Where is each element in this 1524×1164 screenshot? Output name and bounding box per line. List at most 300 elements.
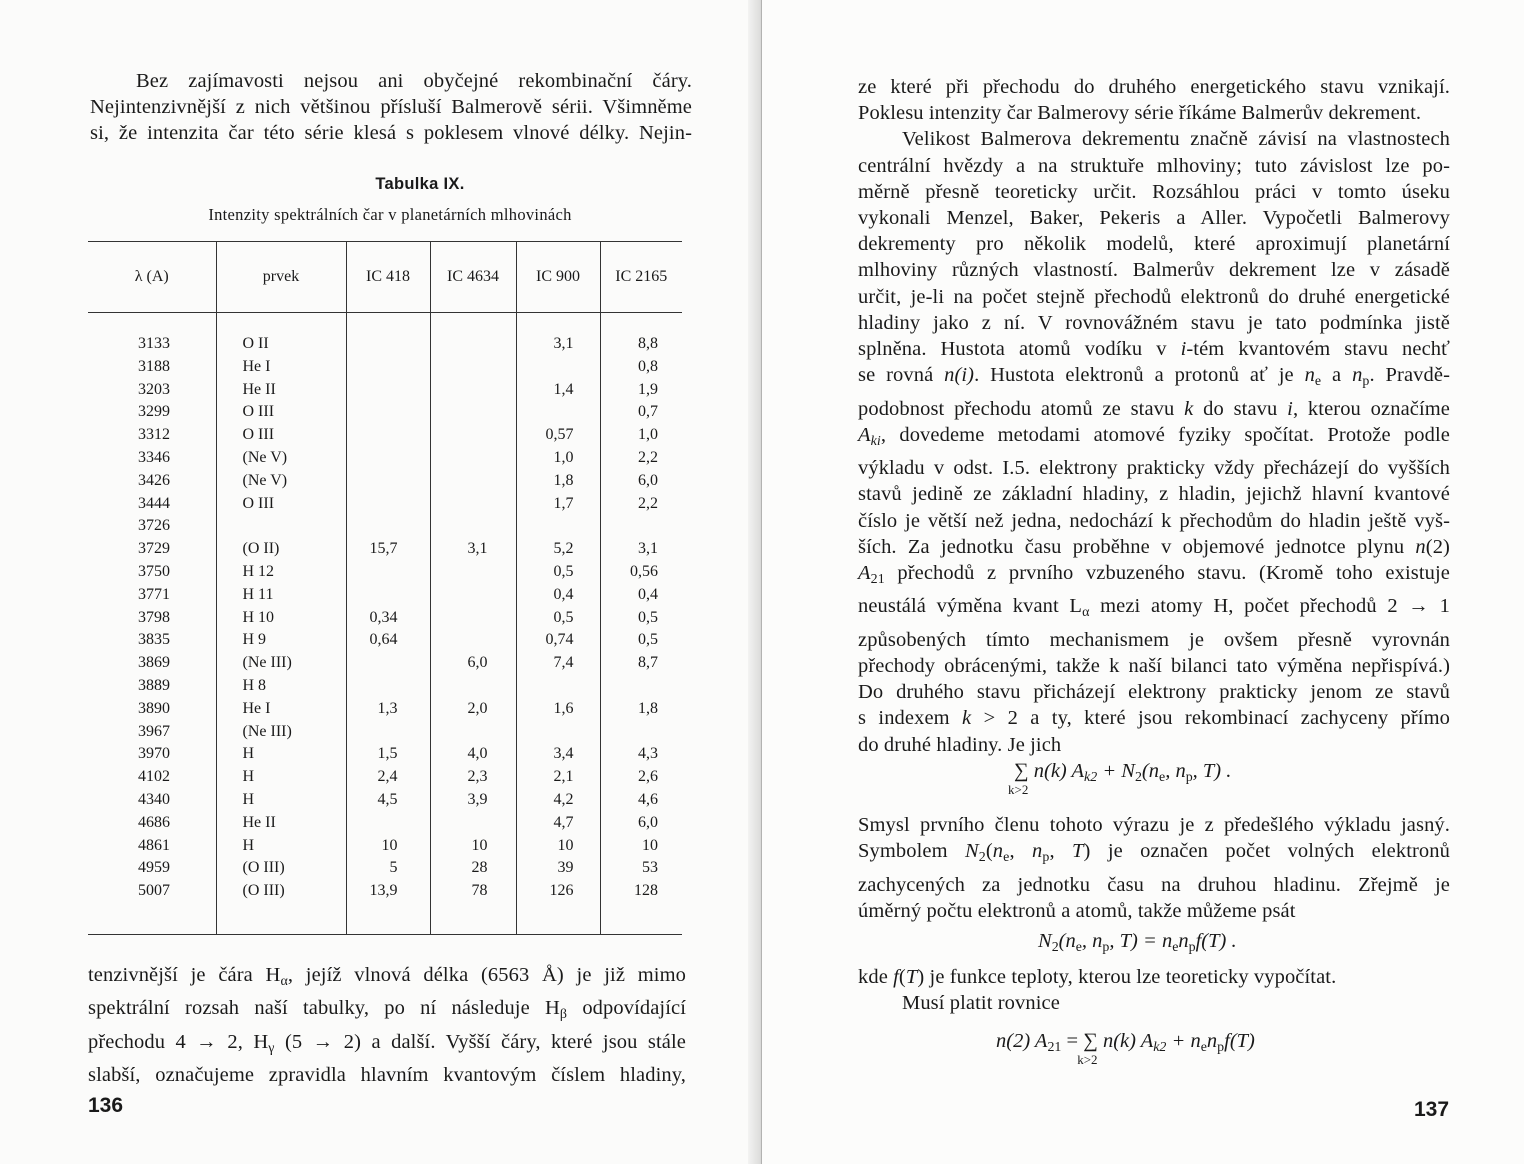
text-line: stavů jedině ze základní hladiny, z hladin, jejichž hlavní kvantové bbox=[858, 483, 1450, 506]
table-cell-ic4634 bbox=[431, 447, 516, 470]
table-cell-ic418 bbox=[347, 401, 430, 424]
header-ic4634: IC 4634 bbox=[430, 242, 516, 313]
math-symbol: n bbox=[1032, 840, 1043, 863]
table-cell-ic2165: 0,5 bbox=[638, 608, 658, 626]
formula-term: , n bbox=[1081, 930, 1103, 952]
table-cell-element: H bbox=[242, 790, 255, 808]
text-line: ze které při přechodu do druhého energetického stavu vznikají. bbox=[858, 76, 1450, 98]
text-line: přechody obrácenými, takže k naší bilanci tato výměna nepřispívá.) bbox=[858, 654, 1450, 677]
table-cell-ic900 bbox=[517, 675, 600, 698]
table-cell-element: (Ne III) bbox=[242, 654, 292, 672]
subscript: α bbox=[1082, 605, 1090, 621]
formula-term: N bbox=[1038, 930, 1052, 952]
text-line bbox=[88, 995, 686, 1028]
subscript: p bbox=[1188, 940, 1196, 956]
table-cell-lambda: 3299 bbox=[138, 403, 170, 421]
table-cell-ic2165: 0,4 bbox=[638, 585, 658, 603]
math-symbol: T bbox=[1072, 840, 1084, 863]
sum-sign: ∑ bbox=[1083, 1030, 1098, 1052]
table-cell-ic418 bbox=[347, 493, 430, 516]
text-fragment: ) bbox=[917, 966, 925, 988]
table-cell-element: He II bbox=[242, 380, 276, 398]
table-cell-ic418 bbox=[347, 561, 430, 584]
column-ic418 bbox=[346, 313, 430, 935]
text-fragment: a bbox=[1321, 364, 1353, 387]
table-cell-element: (O III) bbox=[242, 859, 285, 877]
text-fragment: je funkce teploty, kterou lze teoreticky vypočítat. bbox=[924, 966, 1337, 988]
math-symbol: T bbox=[905, 966, 918, 988]
subscript: e bbox=[1075, 940, 1082, 956]
table-cell-element: (Ne III) bbox=[242, 722, 292, 740]
text-line bbox=[858, 534, 1450, 560]
table-cell-ic418 bbox=[347, 356, 430, 379]
table-cell-ic900 bbox=[517, 401, 600, 424]
text-line bbox=[858, 396, 1450, 422]
table-cell-lambda: 3889 bbox=[138, 676, 170, 694]
table-cell-element: He I bbox=[242, 357, 271, 375]
table-cell-ic4634: 6,0 bbox=[467, 654, 488, 672]
column-ic2165 bbox=[600, 313, 682, 935]
text-line: Nejintenzivnější z nich většinou přísluší Balmerově sérii. Všimněme bbox=[90, 96, 692, 119]
formula-term: f(T) bbox=[1224, 1030, 1255, 1052]
table-cell-element: O III bbox=[242, 403, 275, 421]
table-cell-ic4634 bbox=[431, 629, 516, 652]
subscript: 2 bbox=[978, 850, 986, 866]
subscript: e bbox=[1172, 940, 1179, 956]
table-cell-ic2165: 3,1 bbox=[638, 540, 658, 558]
table-cell-ic900: 4,7 bbox=[553, 813, 574, 831]
table-cell-lambda: 3312 bbox=[138, 426, 170, 444]
header-element: prvek bbox=[216, 242, 346, 313]
formula-term: n(k) A bbox=[1097, 1030, 1154, 1052]
sum-limit: k>2 bbox=[1008, 782, 1029, 797]
text-line bbox=[858, 362, 1450, 395]
text-fragment: ( bbox=[898, 966, 906, 988]
text-fragment: s indexem bbox=[858, 707, 963, 730]
text-fragment: > 2 a ty, které jsou rekombinací zachyceny přímo bbox=[971, 707, 1450, 730]
page-number-left: 136 bbox=[88, 1094, 124, 1117]
table-cell-ic4634 bbox=[431, 721, 516, 744]
table-cell-element: H 8 bbox=[242, 676, 267, 694]
table-cell-ic418 bbox=[347, 379, 430, 402]
table-cell-lambda: 4861 bbox=[138, 836, 170, 854]
table-cell-lambda: 3729 bbox=[138, 540, 170, 558]
table-cell-element bbox=[217, 515, 346, 538]
text-line bbox=[858, 964, 1450, 990]
subscript: p bbox=[1217, 1040, 1225, 1056]
table-cell-ic2165: 0,5 bbox=[638, 631, 658, 649]
table-caption: Tabulka IX. bbox=[375, 175, 465, 193]
table-cell-ic418: 1,5 bbox=[377, 745, 398, 763]
table-cell-ic2165 bbox=[601, 675, 683, 698]
text-line: slabší, označujeme zpravidla hlavním kvantovým číslem hladiny, bbox=[88, 1064, 686, 1087]
table-cell-ic4634: 4,0 bbox=[467, 745, 488, 763]
table-cell-ic2165: 8,8 bbox=[638, 335, 658, 352]
table-cell-ic4634: 10 bbox=[471, 836, 488, 854]
table-cell-ic900: 10 bbox=[557, 836, 574, 854]
text-line: úměrný počtu elektronů a atomů, takže můžeme psát bbox=[858, 899, 1296, 922]
table-cell-lambda: 3133 bbox=[138, 335, 170, 352]
math-symbol: i bbox=[1287, 397, 1293, 420]
subscript: 21 bbox=[1047, 1040, 1062, 1056]
table-cell-lambda: 3771 bbox=[138, 585, 170, 603]
subscript: e bbox=[1200, 1040, 1207, 1056]
table-cell-ic418 bbox=[347, 675, 430, 698]
table-cell-element: (Ne V) bbox=[242, 448, 288, 466]
formula-term: (n bbox=[1058, 930, 1076, 952]
text-fragment: -tém kvantovém stavu nechť bbox=[1186, 338, 1451, 361]
table-cell-lambda: 5007 bbox=[138, 882, 170, 900]
subscript: 2 bbox=[1134, 770, 1142, 786]
table-cell-ic900: 7,4 bbox=[553, 654, 574, 672]
table-cell-lambda: 4686 bbox=[138, 813, 170, 831]
table-cell-ic418: 15,7 bbox=[369, 540, 398, 558]
text-line: vykonali Menzel, Baker, Pekeris a Aller. Vypočetli Balmerovy bbox=[858, 207, 1450, 230]
text-fragment: tenzivnější je čára H bbox=[88, 964, 281, 986]
text-fragment: přechodů z prvního vzbuzeného stavu. (Kromě toho existuje bbox=[884, 562, 1450, 584]
table-cell-ic2165: 53 bbox=[642, 859, 658, 877]
table-cell-ic2165: 6,0 bbox=[638, 813, 658, 831]
table-cell-ic418 bbox=[347, 812, 430, 835]
table-cell-ic2165: 1,0 bbox=[638, 426, 658, 444]
text-line bbox=[858, 705, 1450, 731]
table-cell-element: H bbox=[242, 836, 255, 854]
text-line: Velikost Balmerova dekrementu značně závisí na vlastnostech bbox=[902, 128, 1450, 151]
right-paragraph-3 bbox=[858, 964, 1450, 1016]
table-cell-ic900: 1,8 bbox=[553, 471, 574, 489]
math-symbol: n(i) bbox=[944, 364, 975, 387]
table-cell-ic900: 1,4 bbox=[553, 380, 574, 398]
table-cell-ic900 bbox=[517, 721, 600, 744]
math-symbol: i bbox=[1180, 338, 1187, 361]
text-fragment: , kterou označíme bbox=[1292, 397, 1451, 420]
sum-limit: k>2 bbox=[1077, 1052, 1098, 1067]
text-fragment: mezi atomy H, počet přechodů 2 → 1 bbox=[1089, 595, 1450, 618]
table-header-row bbox=[88, 242, 682, 313]
table-cell-lambda: 4959 bbox=[138, 859, 170, 877]
table-cell-ic2165: 2,6 bbox=[638, 768, 658, 786]
text-fragment: ších. Za jednotku času proběhne v objemové jednotce plynu bbox=[858, 535, 1416, 558]
math-symbol: A bbox=[858, 562, 871, 584]
table-cell-ic418 bbox=[347, 333, 430, 356]
table-cell-lambda: 3726 bbox=[138, 517, 170, 535]
subscript: 21 bbox=[870, 572, 885, 588]
column-element bbox=[216, 313, 346, 935]
table-cell-ic900: 1,6 bbox=[553, 699, 574, 717]
table-cell-ic2165: 0,7 bbox=[638, 403, 658, 421]
text-line: centrální hvězdy a na struktuře mlhoviny; tuto závislost lze po- bbox=[858, 154, 1450, 177]
formula-term: , T) = n bbox=[1109, 930, 1173, 952]
table-cell-ic4634 bbox=[431, 401, 516, 424]
formula-sum-transitions bbox=[1008, 760, 1232, 797]
table-cell-ic418: 5 bbox=[389, 859, 398, 877]
table-cell-ic900: 4,2 bbox=[553, 790, 574, 808]
sum-symbol bbox=[1077, 1030, 1098, 1067]
text-line bbox=[858, 838, 1450, 871]
table-cell-element: O III bbox=[242, 426, 275, 444]
table-cell-ic4634: 78 bbox=[471, 882, 488, 900]
table-cell-ic2165: 1,8 bbox=[638, 699, 658, 717]
table-cell-ic418 bbox=[347, 721, 430, 744]
text-fragment: (5 → 2) a další. Vyšší čáry, které jsou stále bbox=[274, 1030, 686, 1053]
table-cell-ic418: 4,5 bbox=[377, 790, 398, 808]
formula-term: + n bbox=[1166, 1030, 1201, 1052]
text-line: zachycených za jednotku času na druhou hladinu. Zřejmě je bbox=[858, 873, 1450, 896]
table-cell-lambda: 3869 bbox=[138, 654, 170, 672]
table-cell-ic4634: 2,0 bbox=[467, 699, 488, 717]
header-ic900: IC 900 bbox=[516, 242, 600, 313]
text-line: výkladu v odst. I.5. elektrony prakticky vždy přecházejí do vyšších bbox=[858, 457, 1450, 480]
text-fragment: ) je označen počet volných elektronů bbox=[1083, 840, 1450, 863]
table-cell-ic4634 bbox=[431, 561, 516, 584]
text-fragment: , dovedeme metodami atomové fyziky spočítat. Protože podle bbox=[880, 423, 1450, 446]
table-cell-ic418 bbox=[347, 470, 430, 493]
table-cell-ic2165: 128 bbox=[634, 882, 658, 900]
subscript: 2 bbox=[1051, 940, 1059, 956]
text-fragment: , jejíž vlnová délka (6563 Å) je již mimo bbox=[287, 964, 686, 986]
table-cell-lambda: 3798 bbox=[138, 608, 170, 626]
table-cell-lambda: 3967 bbox=[138, 722, 170, 740]
column-wavelength bbox=[88, 313, 216, 935]
math-symbol: A bbox=[858, 423, 871, 446]
math-symbol: n bbox=[992, 840, 1004, 863]
table-cell-ic4634 bbox=[431, 515, 516, 538]
subscript: k2 bbox=[1153, 1040, 1167, 1056]
table-cell-ic4634 bbox=[431, 607, 516, 630]
table-cell-ic4634: 3,9 bbox=[467, 790, 488, 808]
formula-term: n(2) A bbox=[996, 1030, 1048, 1052]
table-cell-ic4634 bbox=[431, 812, 516, 835]
text-line: si, že intenzita čar této série klesá s poklesem vlnové délky. Nejin- bbox=[90, 122, 692, 145]
text-line: číslo je větší než jedna, nedochází k přechodům do hladin ještě vyš- bbox=[858, 509, 1450, 532]
text-fragment: neustálá výměna kvant L bbox=[858, 595, 1083, 618]
subscript: p bbox=[1042, 850, 1050, 866]
subscript: p bbox=[1185, 770, 1193, 786]
text-fragment: spektrální rozsah naší tabulky, po ní následuje H bbox=[88, 997, 560, 1020]
text-fragment: se rovná bbox=[858, 364, 945, 387]
formula-balance bbox=[996, 1030, 1255, 1067]
text-fragment: , bbox=[1009, 840, 1033, 863]
math-symbol: n bbox=[1304, 364, 1315, 387]
table-cell-ic4634 bbox=[431, 333, 516, 356]
table-cell-ic418: 13,9 bbox=[369, 882, 398, 900]
table-cell-ic2165: 1,9 bbox=[638, 380, 658, 398]
table-cell-ic900: 3,4 bbox=[553, 745, 574, 763]
table-cell-ic900: 0,5 bbox=[553, 562, 574, 580]
text-fragment: podobnost přechodu atomů ze stavu bbox=[858, 397, 1185, 420]
subscript: ki bbox=[870, 433, 881, 449]
text-line: do druhé hladiny. Je jich bbox=[858, 733, 1062, 756]
table-cell-ic418 bbox=[347, 652, 430, 675]
table-cell-ic900: 126 bbox=[549, 882, 574, 900]
table-cell-ic900: 2,1 bbox=[553, 768, 574, 786]
right-paragraph-1 bbox=[858, 74, 1450, 758]
table-cell-ic900: 0,4 bbox=[553, 585, 574, 603]
text-fragment: (2) bbox=[1425, 535, 1450, 558]
table-cell-element: O II bbox=[242, 335, 269, 352]
table-cell-ic4634 bbox=[431, 493, 516, 516]
table-cell-ic900: 39 bbox=[557, 859, 574, 877]
table-cell-ic418: 0,64 bbox=[369, 631, 398, 649]
sum-symbol bbox=[1008, 760, 1029, 797]
text-fragment: . Hustota elektronů a protonů ať je bbox=[974, 364, 1305, 387]
formula-term: + N bbox=[1097, 760, 1135, 782]
text-line bbox=[88, 962, 686, 995]
math-symbol: f bbox=[893, 966, 899, 988]
left-paragraph-bottom bbox=[88, 962, 686, 1088]
header-wavelength: λ (A) bbox=[88, 242, 216, 313]
table-cell-ic900: 5,2 bbox=[553, 540, 574, 558]
table-cell-element: He I bbox=[242, 699, 271, 717]
math-symbol: k bbox=[962, 707, 972, 730]
table-cell-element: H 12 bbox=[242, 562, 275, 580]
math-symbol: n bbox=[1352, 364, 1363, 387]
table-cell-ic900: 3,1 bbox=[553, 335, 574, 352]
formula-term: (n bbox=[1141, 760, 1159, 782]
subscript: e bbox=[1003, 850, 1010, 866]
table-cell-ic418: 1,3 bbox=[377, 699, 398, 717]
table-body-row bbox=[88, 313, 682, 935]
table-cell-element: H bbox=[242, 768, 255, 786]
subscript: p bbox=[1102, 940, 1110, 956]
table-cell-ic418 bbox=[347, 584, 430, 607]
formula-term: n bbox=[1178, 930, 1189, 952]
table-cell-ic2165: 0,8 bbox=[638, 357, 658, 375]
column-ic900 bbox=[516, 313, 600, 935]
math-symbol: N bbox=[964, 840, 979, 863]
table-cell-ic4634: 3,1 bbox=[467, 540, 488, 558]
table-cell-ic900: 1,7 bbox=[553, 494, 574, 512]
right-page bbox=[762, 0, 1524, 1164]
table-subtitle: Intenzity spektrálních čar v planetárních mlhovinách bbox=[208, 205, 572, 224]
formula-term: = bbox=[1061, 1030, 1084, 1052]
table-cell-element: H bbox=[242, 745, 255, 763]
formula-term: n(k) A bbox=[1033, 760, 1085, 782]
subscript: α bbox=[280, 974, 288, 990]
table-cell-ic2165 bbox=[601, 721, 683, 744]
text-line: Poklesu intenzity čar Balmerovy série říkáme Balmerův dekrement. bbox=[858, 102, 1422, 125]
text-fragment: , bbox=[1049, 840, 1073, 863]
table-cell-element: He II bbox=[242, 813, 276, 831]
table-cell-ic418: 10 bbox=[381, 836, 398, 854]
text-line: mlhoviny různých vlastností. Balmerův dekrement lze v zásadě bbox=[858, 259, 1450, 282]
table-cell-element: H 11 bbox=[242, 585, 274, 603]
table-cell-ic900 bbox=[517, 356, 600, 379]
text-line bbox=[858, 560, 1450, 593]
table-cell-ic2165 bbox=[601, 515, 683, 538]
table-cell-lambda: 3890 bbox=[138, 699, 170, 717]
table-cell-ic2165: 0,56 bbox=[630, 562, 658, 580]
table-cell-ic2165: 8,7 bbox=[638, 654, 658, 672]
text-line bbox=[858, 336, 1450, 362]
table-cell-lambda: 3750 bbox=[138, 562, 170, 580]
table-cell-element: H 10 bbox=[242, 608, 275, 626]
table-cell-ic900: 0,74 bbox=[545, 631, 574, 649]
text-line: Smysl prvního členu tohoto výrazu je z předešlého výkladu jasný. bbox=[858, 814, 1450, 836]
math-symbol: n bbox=[1415, 535, 1426, 558]
table-cell-ic418: 2,4 bbox=[377, 768, 398, 786]
table-cell-ic4634: 2,3 bbox=[467, 768, 488, 786]
subscript: k2 bbox=[1084, 770, 1098, 786]
text-fragment: přechodu 4 → 2, H bbox=[88, 1030, 269, 1053]
header-ic2165: IC 2165 bbox=[600, 242, 682, 313]
text-fragment: do stavu bbox=[1193, 397, 1288, 420]
text-line: měrně přesně teoreticky určit. Rozsáhlou práci v tomto úseku bbox=[858, 180, 1450, 203]
table-cell-ic4634 bbox=[431, 424, 516, 447]
text-fragment: Symbolem bbox=[858, 840, 965, 863]
text-line: Musí platit rovnice bbox=[902, 992, 1060, 1015]
text-line bbox=[88, 1029, 686, 1062]
column-ic4634 bbox=[430, 313, 516, 935]
table-cell-lambda: 3346 bbox=[138, 448, 170, 466]
text-line: hladiny jako z ní. V rovnovážném stavu je tato podmínka jistě bbox=[858, 311, 1450, 334]
text-line: Bez zajímavosti nejsou ani obyčejné rekombinační čáry. bbox=[136, 70, 692, 92]
table-cell-lambda: 3203 bbox=[138, 380, 170, 398]
sum-sign: ∑ bbox=[1014, 760, 1029, 782]
right-paragraph-2 bbox=[858, 812, 1450, 924]
header-ic418: IC 418 bbox=[346, 242, 430, 313]
text-fragment: . Pravdě- bbox=[1369, 364, 1450, 387]
text-fragment: splněna. Hustota atomů vodíku v bbox=[858, 338, 1181, 361]
table-cell-ic900: 0,5 bbox=[553, 608, 574, 626]
formula-recombination bbox=[1038, 930, 1237, 956]
page-number-right: 137 bbox=[1414, 1098, 1450, 1121]
subscript: β bbox=[559, 1007, 568, 1023]
math-symbol: k bbox=[1184, 397, 1194, 420]
formula-term: , T) . bbox=[1192, 760, 1232, 782]
table-cell-ic4634 bbox=[431, 584, 516, 607]
table-cell-ic2165: 2,2 bbox=[638, 494, 658, 512]
text-line: dekrementy pro několik modelů, které aproximují planetární bbox=[858, 233, 1450, 256]
subscript: e bbox=[1314, 374, 1322, 390]
table-cell-ic900: 0,57 bbox=[545, 426, 574, 444]
table-cell-ic4634 bbox=[431, 675, 516, 698]
spectral-lines-table bbox=[88, 241, 682, 935]
table-cell-lambda: 3970 bbox=[138, 745, 170, 763]
table-cell-ic2165: 6,0 bbox=[638, 471, 658, 489]
table-cell-lambda: 3444 bbox=[138, 494, 170, 512]
text-line: Do druhého stavu přicházejí elektrony prakticky jenom ze stavů bbox=[858, 681, 1450, 704]
table-cell-ic2165: 2,2 bbox=[638, 448, 658, 466]
text-line bbox=[858, 593, 1450, 626]
table-cell-lambda: 3426 bbox=[138, 471, 170, 489]
table-cell-ic4634 bbox=[431, 470, 516, 493]
table-cell-element: H 9 bbox=[242, 631, 267, 649]
table-cell-lambda: 4102 bbox=[138, 768, 170, 786]
table-cell-ic2165: 4,3 bbox=[638, 745, 658, 763]
subscript: p bbox=[1362, 374, 1370, 390]
table-cell-ic900 bbox=[517, 515, 600, 538]
subscript: γ bbox=[268, 1040, 275, 1056]
formula-term: f(T) . bbox=[1195, 930, 1237, 952]
table-cell-element: (O II) bbox=[242, 540, 280, 558]
table-cell-ic2165: 10 bbox=[642, 836, 658, 854]
left-paragraph-top bbox=[90, 68, 692, 147]
text-line: určit, je-li na počet stejně přechodů elektronů do druhé energetické bbox=[858, 285, 1450, 308]
formula-term: , n bbox=[1165, 760, 1186, 782]
table-cell-lambda: 3188 bbox=[138, 357, 170, 375]
table-cell-element: (Ne V) bbox=[242, 471, 288, 489]
text-fragment: odpovídající bbox=[567, 997, 687, 1020]
table-cell-ic2165: 4,6 bbox=[638, 790, 658, 808]
table-cell-ic4634 bbox=[431, 356, 516, 379]
subscript: e bbox=[1159, 770, 1166, 786]
formula-term: n bbox=[1206, 1030, 1218, 1052]
table-cell-lambda: 4340 bbox=[138, 790, 170, 808]
table-cell-ic4634 bbox=[431, 379, 516, 402]
text-line bbox=[858, 422, 1450, 455]
text-fragment: kde bbox=[858, 966, 894, 988]
